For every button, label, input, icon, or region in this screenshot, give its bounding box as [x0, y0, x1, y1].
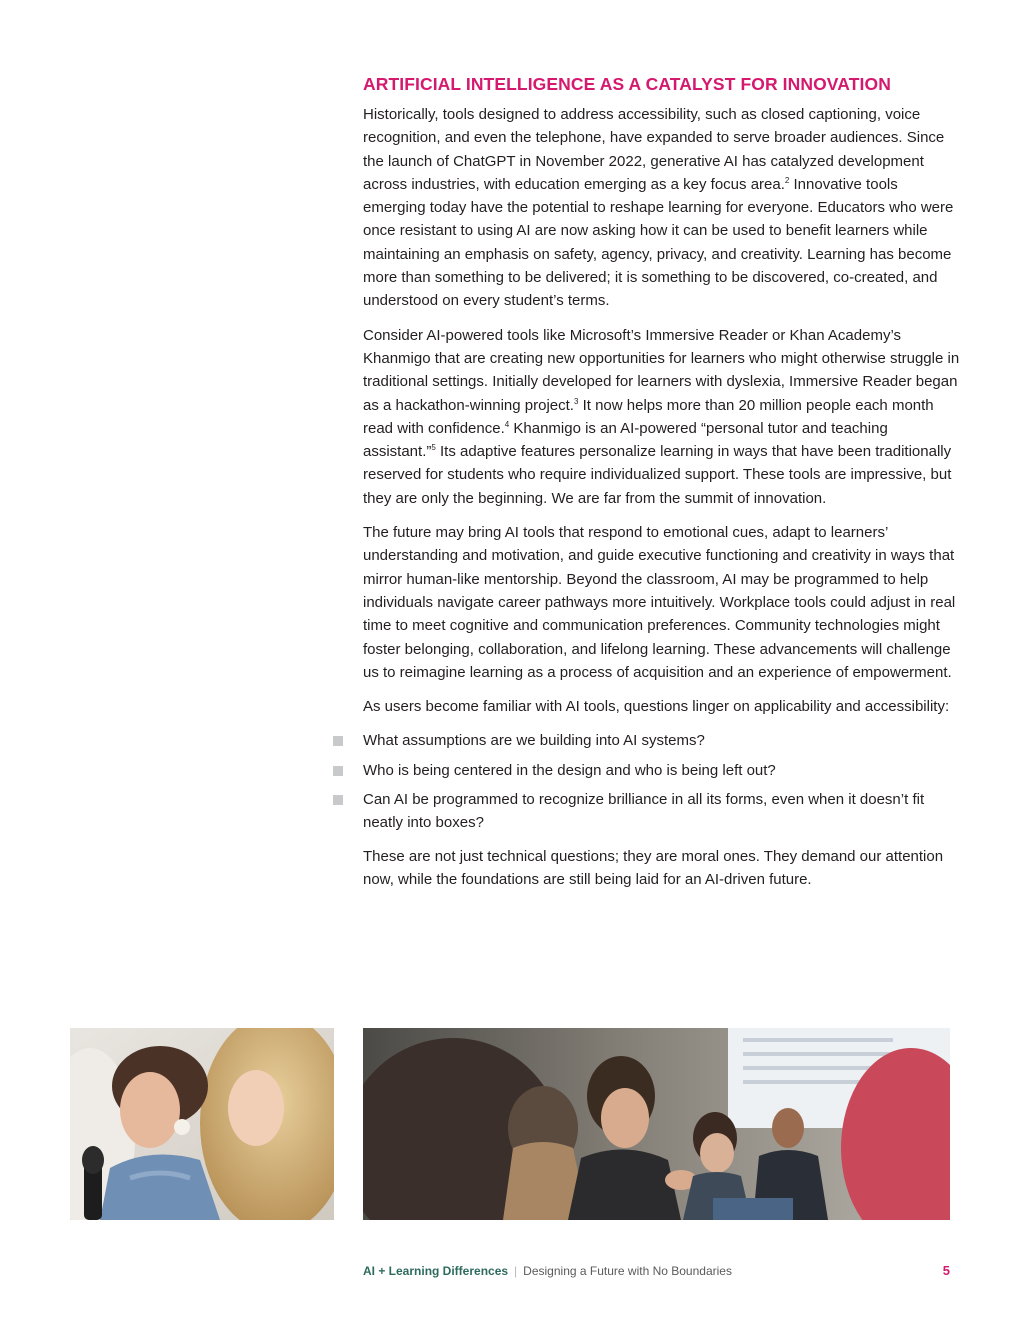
paragraph-text: Its adaptive features personalize learning in ways that have been traditionally reserved for students who require individualized support. These tools are impressive, but they are only the beginning. We are far from the summit of innovation.	[363, 443, 952, 507]
footnote-ref[interactable]: 3	[573, 396, 579, 406]
footer-subtitle: Designing a Future with No Boundaries	[523, 1264, 732, 1278]
footer-separator: |	[514, 1264, 518, 1278]
paragraph	[363, 103, 963, 313]
section-heading: ARTIFICIAL INTELLIGENCE AS A CATALYST FOR INNOVATION	[363, 74, 891, 94]
photo-student-speaking	[70, 1028, 334, 1220]
paragraph-text: As users become familiar with AI tools, questions linger on applicability and accessibility:	[363, 698, 950, 716]
main-content	[363, 72, 963, 902]
paragraph-text: Innovative tools emerging today have the potential to reshape learning for everyone. Educators who were once resistant to using AI are now asking how it can be used to benefit learners while maintaining an emphasis on safety, agency, privacy, and creativity. Learning has become more than something to be delivered; it is something to be discovered, co-created, and understood on every student’s terms.	[363, 175, 954, 310]
footnote-ref[interactable]: 5	[431, 443, 436, 453]
page-number: 5	[942, 1263, 950, 1278]
square-bullet-icon	[333, 736, 343, 746]
paragraph-text: Khanmigo is an AI-powered “personal tutor and teaching assistant.”	[363, 419, 888, 461]
paragraph	[363, 324, 963, 510]
list-item-text: Who is being centered in the design and who is being left out?	[363, 761, 776, 779]
question-list	[363, 729, 963, 834]
list-item	[363, 729, 963, 752]
footnote-ref[interactable]: 4	[504, 419, 510, 429]
paragraph-text: The future may bring AI tools that respond to emotional cues, adapt to learners’ understanding and motivation, and guide executive functioning and creativity in ways that mirror human-like mentorship. Beyond the classroom, AI may be programmed to help individuals navigate career pathways more intuitively. Workplace tools could adjust in real time to meet cognitive and communication preferences. Community technologies might foster belonging, collaboration, and lifelong learning. These advancements will challenge us to reimagine learning as a process of acquisition and an experience of empowerment.	[363, 524, 956, 681]
photo-student-speaking-image	[70, 1028, 334, 1220]
square-bullet-icon	[333, 795, 343, 805]
closing-paragraph: These are not just technical questions; they are moral ones. They demand our attention now, while the foundations are still being laid for an AI-driven future.	[363, 847, 944, 888]
list-item	[363, 759, 963, 782]
paragraph-text: It now helps more than 20 million people each month read with confidence.	[363, 396, 934, 437]
page-footer	[363, 1262, 950, 1280]
square-bullet-icon	[333, 766, 343, 776]
paragraph-text: Historically, tools designed to address accessibility, such as closed captioning, voice recognition, and even the telephone, have expanded to serve broader audiences. Since the launch of ChatGPT in November 2022, generative AI has catalyzed development across industries, with education emerging as a key focus area.	[363, 106, 945, 193]
photo-group-discussion	[363, 1028, 950, 1220]
paragraph	[363, 695, 963, 718]
paragraph-text: Consider AI-powered tools like Microsoft’s Immersive Reader or Khan Academy’s Khanmigo that are creating new opportunities for learners who might otherwise struggle in traditional settings. Initially developed for learners with dyslexia, Immersive Reader began as a hackathon-winning project.	[363, 326, 960, 414]
footer-title: AI + Learning Differences	[363, 1264, 509, 1278]
list-item-text: What assumptions are we building into AI systems?	[363, 732, 705, 750]
footnote-ref[interactable]: 2	[784, 175, 790, 185]
paragraph	[363, 521, 963, 684]
photo-group-discussion-image	[363, 1028, 950, 1220]
list-item-text: Can AI be programmed to recognize brilliance in all its forms, even when it doesn’t fit neatly into boxes?	[363, 791, 925, 832]
list-item	[363, 788, 963, 835]
